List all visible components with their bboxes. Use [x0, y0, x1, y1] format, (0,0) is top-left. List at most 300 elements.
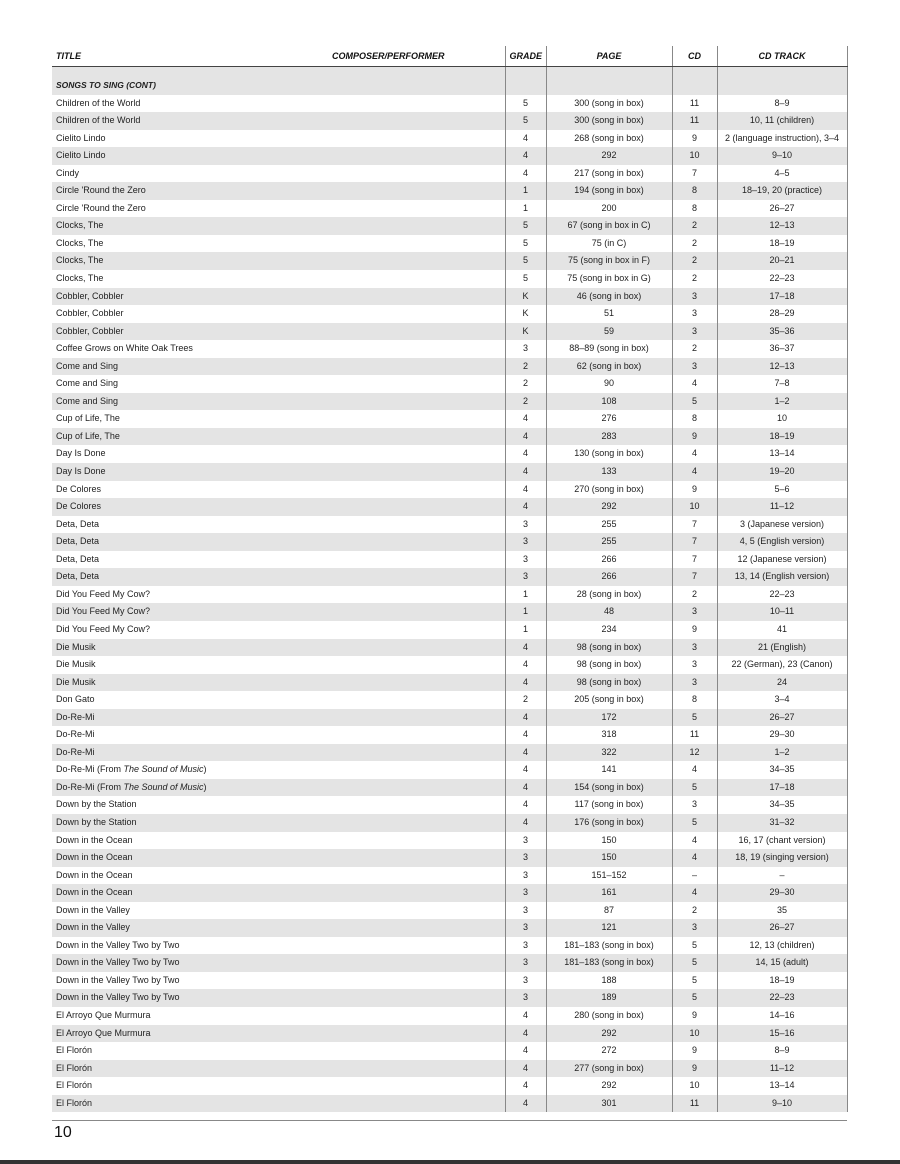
table-row: [52, 217, 847, 235]
cell-cd-track: 35: [717, 902, 847, 920]
cell-cd: 5: [672, 937, 717, 955]
cell-grade: 4: [505, 410, 546, 428]
cell-page: 98 (song in box): [546, 674, 672, 692]
cell-page: 141: [546, 761, 672, 779]
cell-cd: 5: [672, 393, 717, 411]
cell-cd-track: 15–16: [717, 1025, 847, 1043]
cell-title: [52, 761, 505, 779]
cell-cd-track: 4, 5 (English version): [717, 533, 847, 551]
cell-page: 28 (song in box): [546, 586, 672, 604]
table-row: [52, 516, 847, 534]
table-row: [52, 1060, 847, 1078]
cell-title: [52, 779, 505, 797]
cell-page: 217 (song in box): [546, 165, 672, 183]
cell-cd: –: [672, 867, 717, 885]
cell-cd-track: 24: [717, 674, 847, 692]
table-row: [52, 639, 847, 657]
table-row: [52, 182, 847, 200]
table-row: [52, 340, 847, 358]
cell-cd-track: 12, 13 (children): [717, 937, 847, 955]
table-row: [52, 252, 847, 270]
cell-cd-track: 10: [717, 410, 847, 428]
cell-title: Circle 'Round the Zero: [52, 182, 505, 200]
table-row: [52, 586, 847, 604]
cell-page: 88–89 (song in box): [546, 340, 672, 358]
cell-cd: 4: [672, 463, 717, 481]
cell-cd: 11: [672, 112, 717, 130]
table-row: [52, 1095, 847, 1113]
cell-cd: 4: [672, 375, 717, 393]
cell-cd: 9: [672, 1042, 717, 1060]
cell-grade: 4: [505, 726, 546, 744]
cell-cd-track: 21 (English): [717, 639, 847, 657]
cell-page: 292: [546, 1077, 672, 1095]
cell-page: 133: [546, 463, 672, 481]
cell-grade: 4: [505, 1007, 546, 1025]
bottom-rule: [52, 1120, 847, 1121]
table-row: [52, 463, 847, 481]
cell-cd: 9: [672, 428, 717, 446]
cell-title: Die Musik: [56, 659, 96, 670]
table-row: [52, 1042, 847, 1060]
cell-cd: 11: [672, 726, 717, 744]
header-title: TITLE COMPOSER/PERFORMER: [52, 46, 505, 67]
cell-title: El Florón: [52, 1095, 505, 1113]
cell-page: 268 (song in box): [546, 130, 672, 148]
cell-title-italic: The Sound of Music: [123, 781, 204, 792]
cell-page: 266: [546, 551, 672, 569]
cell-page: 117 (song in box): [546, 796, 672, 814]
cell-cd-track: 8–9: [717, 1042, 847, 1060]
cell-grade: 3: [505, 972, 546, 990]
cell-grade: 5: [505, 235, 546, 253]
table-row: [52, 989, 847, 1007]
cell-cd: 5: [672, 954, 717, 972]
cell-grade: 4: [505, 428, 546, 446]
cell-cd-track: 12–13: [717, 358, 847, 376]
cell-page: 276: [546, 410, 672, 428]
cell-grade: 4: [505, 674, 546, 692]
cell-title: Do-Re-Mi: [56, 729, 95, 740]
cell-cd-track: 18–19: [717, 428, 847, 446]
section-title: SONGS TO SING (CONT): [52, 77, 505, 95]
cell-cd: 2: [672, 270, 717, 288]
cell-grade: 5: [505, 252, 546, 270]
cell-cd: 7: [672, 533, 717, 551]
cell-grade: 5: [505, 112, 546, 130]
cell-cd: 8: [672, 410, 717, 428]
cell-grade: 4: [505, 1042, 546, 1060]
table-row: [52, 814, 847, 832]
cell-page: 292: [546, 498, 672, 516]
cell-grade: 3: [505, 832, 546, 850]
cell-title: Deta, Deta: [52, 568, 505, 586]
cell-grade: 1: [505, 621, 546, 639]
cell-page: 98 (song in box): [546, 656, 672, 674]
table-row: [52, 954, 847, 972]
cell-cd-track: 26–27: [717, 919, 847, 937]
cell-title: Cielito Lindo: [52, 147, 505, 165]
cell-title: Down in the Valley Two by Two: [56, 974, 180, 985]
cell-page: 98 (song in box): [546, 639, 672, 657]
cell-cd: 4: [672, 884, 717, 902]
table-row: [52, 1025, 847, 1043]
cell-grade: 3: [505, 867, 546, 885]
cell-grade: 4: [505, 498, 546, 516]
cell-cd: 3: [672, 796, 717, 814]
cell-title: Children of the World: [56, 97, 141, 108]
table-row: [52, 761, 847, 779]
cell-page: 67 (song in box in C): [546, 217, 672, 235]
cell-cd: 3: [672, 639, 717, 657]
cell-grade: 3: [505, 919, 546, 937]
table-body: [52, 67, 847, 1113]
table-row: [52, 165, 847, 183]
spacer-row: [52, 67, 847, 78]
cell-grade: 3: [505, 533, 546, 551]
cell-page: 59: [546, 323, 672, 341]
table-row: [52, 1007, 847, 1025]
cell-grade: 1: [505, 586, 546, 604]
cell-grade: 4: [505, 1060, 546, 1078]
cell-title: Do-Re-Mi: [52, 744, 505, 762]
cell-cd: 2: [672, 217, 717, 235]
section-row: [52, 77, 847, 95]
header-grade: GRADE: [505, 46, 546, 67]
cell-title: Coffee Grows on White Oak Trees: [56, 343, 193, 354]
cell-cd: 11: [672, 95, 717, 113]
cell-grade: 2: [505, 691, 546, 709]
cell-title-suffix: ): [203, 764, 207, 775]
cell-cd: 10: [672, 498, 717, 516]
cell-page: 150: [546, 832, 672, 850]
cell-title: Down in the Ocean: [56, 869, 133, 880]
table-row: [52, 884, 847, 902]
cell-cd-track: 28–29: [717, 305, 847, 323]
table-row: [52, 270, 847, 288]
cell-page: 151–152: [546, 867, 672, 885]
cell-cd: 10: [672, 1025, 717, 1043]
cell-cd: 11: [672, 1095, 717, 1113]
cell-cd: 2: [672, 340, 717, 358]
cell-cd: 2: [672, 586, 717, 604]
table-row: [52, 621, 847, 639]
cell-page: 75 (song in box in G): [546, 270, 672, 288]
cell-title: Down in the Ocean: [52, 849, 505, 867]
cell-title: Cobbler, Cobbler: [52, 323, 505, 341]
cell-page: 272: [546, 1042, 672, 1060]
cell-title: Come and Sing: [56, 378, 119, 389]
table-row: [52, 902, 847, 920]
cell-cd: 4: [672, 832, 717, 850]
cell-cd-track: 22–23: [717, 270, 847, 288]
cell-title: Cobbler, Cobbler: [52, 288, 505, 306]
cell-title: Day Is Done: [56, 448, 106, 459]
cell-cd: 2: [672, 235, 717, 253]
cell-page: 188: [546, 972, 672, 990]
cell-cd-track: 26–27: [717, 709, 847, 727]
table-row: [52, 656, 847, 674]
cell-page: 181–183 (song in box): [546, 937, 672, 955]
cell-grade: 5: [505, 270, 546, 288]
cell-cd-track: 13, 14 (English version): [717, 568, 847, 586]
cell-cd-track: 19–20: [717, 463, 847, 481]
cell-title: Clocks, The: [52, 252, 505, 270]
cell-grade: 2: [505, 375, 546, 393]
table-row: [52, 691, 847, 709]
table-row: [52, 498, 847, 516]
cell-grade: 4: [505, 1025, 546, 1043]
cell-grade: 4: [505, 814, 546, 832]
cell-grade: 3: [505, 551, 546, 569]
cell-grade: 4: [505, 779, 546, 797]
cell-page: 234: [546, 621, 672, 639]
cell-title: El Arroyo Que Murmura: [52, 1025, 505, 1043]
cell-page: 181–183 (song in box): [546, 954, 672, 972]
cell-title: Cup of Life, The: [52, 428, 505, 446]
cell-title: Children of the World: [52, 112, 505, 130]
header-composer: COMPOSER/PERFORMER: [331, 51, 445, 61]
cell-title: Down in the Valley Two by Two: [52, 989, 505, 1007]
cell-grade: 4: [505, 165, 546, 183]
cell-page: 121: [546, 919, 672, 937]
cell-title: Do-Re-Mi: [52, 709, 505, 727]
cell-cd: 9: [672, 1007, 717, 1025]
cell-title: Cup of Life, The: [56, 413, 120, 424]
table-row: [52, 726, 847, 744]
cell-cd: 7: [672, 568, 717, 586]
cell-title: Down by the Station: [52, 814, 505, 832]
cell-cd-track: 31–32: [717, 814, 847, 832]
cell-title: Cobbler, Cobbler: [56, 308, 124, 319]
cell-page: 277 (song in box): [546, 1060, 672, 1078]
cell-page: 266: [546, 568, 672, 586]
table-row: [52, 568, 847, 586]
cell-cd-track: 4–5: [717, 165, 847, 183]
cell-page: 205 (song in box): [546, 691, 672, 709]
cell-cd: 5: [672, 972, 717, 990]
cell-title: Day Is Done: [52, 463, 505, 481]
cell-page: 292: [546, 1025, 672, 1043]
cell-page: 161: [546, 884, 672, 902]
cell-cd: 8: [672, 182, 717, 200]
cell-cd-track: 18–19: [717, 235, 847, 253]
cell-cd: 4: [672, 849, 717, 867]
table-row: [52, 112, 847, 130]
table-row: [52, 796, 847, 814]
cell-grade: 4: [505, 463, 546, 481]
cell-title: Down in the Valley: [52, 919, 505, 937]
cell-cd-track: 34–35: [717, 796, 847, 814]
cell-cd: 8: [672, 200, 717, 218]
cell-page: 270 (song in box): [546, 481, 672, 499]
cell-cd: 3: [672, 288, 717, 306]
cell-cd: 9: [672, 1060, 717, 1078]
cell-title: Cindy: [56, 167, 80, 178]
cell-cd-track: 14–16: [717, 1007, 847, 1025]
table-row: [52, 744, 847, 762]
cell-title: Come and Sing: [52, 393, 505, 411]
cell-title: Did You Feed My Cow?: [52, 603, 505, 621]
cell-grade: 3: [505, 568, 546, 586]
table-row: [52, 130, 847, 148]
cell-grade: 1: [505, 200, 546, 218]
cell-cd: 2: [672, 902, 717, 920]
table-row: [52, 200, 847, 218]
table-row: [52, 937, 847, 955]
cell-title-prefix: Do-Re-Mi (From: [56, 781, 124, 792]
cell-title: Down in the Ocean: [52, 884, 505, 902]
table-row: [52, 445, 847, 463]
cell-grade: 4: [505, 147, 546, 165]
table-row: [52, 919, 847, 937]
table-row: [52, 674, 847, 692]
cell-cd: 3: [672, 656, 717, 674]
cell-cd-track: 13–14: [717, 445, 847, 463]
cell-page: 318: [546, 726, 672, 744]
cell-title: El Florón: [56, 1080, 93, 1091]
cell-grade: 4: [505, 130, 546, 148]
cell-page: 46 (song in box): [546, 288, 672, 306]
cell-grade: 4: [505, 481, 546, 499]
cell-grade: 4: [505, 744, 546, 762]
cell-cd: 8: [672, 691, 717, 709]
cell-page: 255: [546, 516, 672, 534]
cell-cd-track: 14, 15 (adult): [717, 954, 847, 972]
cell-cd: 9: [672, 130, 717, 148]
cell-title: Clocks, The: [52, 217, 505, 235]
cell-title: El Florón: [52, 1060, 505, 1078]
cell-cd-track: 22 (German), 23 (Canon): [717, 656, 847, 674]
cell-cd-track: 9–10: [717, 147, 847, 165]
cell-page: 189: [546, 989, 672, 1007]
cell-page: 130 (song in box): [546, 445, 672, 463]
cell-cd: 3: [672, 919, 717, 937]
cell-cd: 4: [672, 761, 717, 779]
cell-page: 48: [546, 603, 672, 621]
cell-cd: 12: [672, 744, 717, 762]
cell-page: 62 (song in box): [546, 358, 672, 376]
table-row: [52, 867, 847, 885]
cell-cd-track: 1–2: [717, 393, 847, 411]
cell-page: 200: [546, 200, 672, 218]
table-row: [52, 288, 847, 306]
cell-title: Down in the Valley Two by Two: [56, 939, 180, 950]
cell-grade: 2: [505, 358, 546, 376]
cell-page: 75 (in C): [546, 235, 672, 253]
table-row: [52, 305, 847, 323]
cell-title: El Florón: [56, 1045, 93, 1056]
header-page: PAGE: [546, 46, 672, 67]
cell-title: Cielito Lindo: [56, 132, 106, 143]
table-row: [52, 393, 847, 411]
cell-grade: 4: [505, 761, 546, 779]
cell-title: Clocks, The: [56, 237, 104, 248]
cell-title: Die Musik: [52, 674, 505, 692]
cell-title: De Colores: [56, 483, 102, 494]
cell-cd-track: 18, 19 (singing version): [717, 849, 847, 867]
cell-page: 255: [546, 533, 672, 551]
cell-grade: 3: [505, 989, 546, 1007]
page-number: 10: [54, 1124, 72, 1141]
table-row: [52, 779, 847, 797]
cell-title: Down in the Ocean: [56, 834, 133, 845]
cell-cd-track: 13–14: [717, 1077, 847, 1095]
cell-title: Did You Feed My Cow?: [56, 588, 151, 599]
cell-grade: 5: [505, 95, 546, 113]
cell-cd-track: 35–36: [717, 323, 847, 341]
table-row: [52, 972, 847, 990]
cell-page: 292: [546, 147, 672, 165]
cell-cd-track: 29–30: [717, 884, 847, 902]
cell-grade: 4: [505, 656, 546, 674]
table-row: [52, 481, 847, 499]
cell-page: 51: [546, 305, 672, 323]
cell-cd-track: –: [717, 867, 847, 885]
cell-cd-track: 18–19: [717, 972, 847, 990]
cell-title: Come and Sing: [52, 358, 505, 376]
cell-grade: K: [505, 288, 546, 306]
cell-cd-track: 3 (Japanese version): [717, 516, 847, 534]
cell-page: 301: [546, 1095, 672, 1113]
cell-page: 75 (song in box in F): [546, 252, 672, 270]
cell-page: 322: [546, 744, 672, 762]
cell-cd-track: 12–13: [717, 217, 847, 235]
cell-cd-track: 11–12: [717, 498, 847, 516]
cell-cd: 5: [672, 989, 717, 1007]
cell-cd-track: 34–35: [717, 761, 847, 779]
cell-cd-track: 17–18: [717, 779, 847, 797]
cell-cd: 7: [672, 165, 717, 183]
cell-cd-track: 8–9: [717, 95, 847, 113]
cell-cd-track: 10–11: [717, 603, 847, 621]
cell-grade: 4: [505, 639, 546, 657]
cell-title: Deta, Deta: [56, 518, 100, 529]
cell-cd: 3: [672, 305, 717, 323]
cell-grade: 3: [505, 902, 546, 920]
cell-cd-track: 12 (Japanese version): [717, 551, 847, 569]
cell-grade: K: [505, 305, 546, 323]
cell-title: Deta, Deta: [52, 533, 505, 551]
cell-cd-track: 17–18: [717, 288, 847, 306]
cell-cd: 5: [672, 814, 717, 832]
cell-cd-track: 2 (language instruction), 3–4: [717, 130, 847, 148]
cell-title: Down in the Valley Two by Two: [52, 954, 505, 972]
table-row: [52, 603, 847, 621]
table-row: [52, 375, 847, 393]
cell-grade: 4: [505, 1077, 546, 1095]
cell-cd-track: 22–23: [717, 989, 847, 1007]
cell-title: El Arroyo Que Murmura: [56, 1009, 151, 1020]
cell-cd: 5: [672, 709, 717, 727]
table-row: [52, 95, 847, 113]
cell-grade: 4: [505, 1095, 546, 1113]
cell-title: De Colores: [52, 498, 505, 516]
cell-page: 176 (song in box): [546, 814, 672, 832]
cell-cd-track: 16, 17 (chant version): [717, 832, 847, 850]
cell-cd-track: 7–8: [717, 375, 847, 393]
cell-grade: 4: [505, 709, 546, 727]
cell-page: 108: [546, 393, 672, 411]
cell-cd: 10: [672, 147, 717, 165]
cell-cd-track: 11–12: [717, 1060, 847, 1078]
cell-cd: 3: [672, 603, 717, 621]
cell-cd-track: 18–19, 20 (practice): [717, 182, 847, 200]
cell-title: Circle 'Round the Zero: [56, 202, 146, 213]
cell-cd-track: 41: [717, 621, 847, 639]
cell-cd: 9: [672, 481, 717, 499]
cell-cd: 5: [672, 779, 717, 797]
